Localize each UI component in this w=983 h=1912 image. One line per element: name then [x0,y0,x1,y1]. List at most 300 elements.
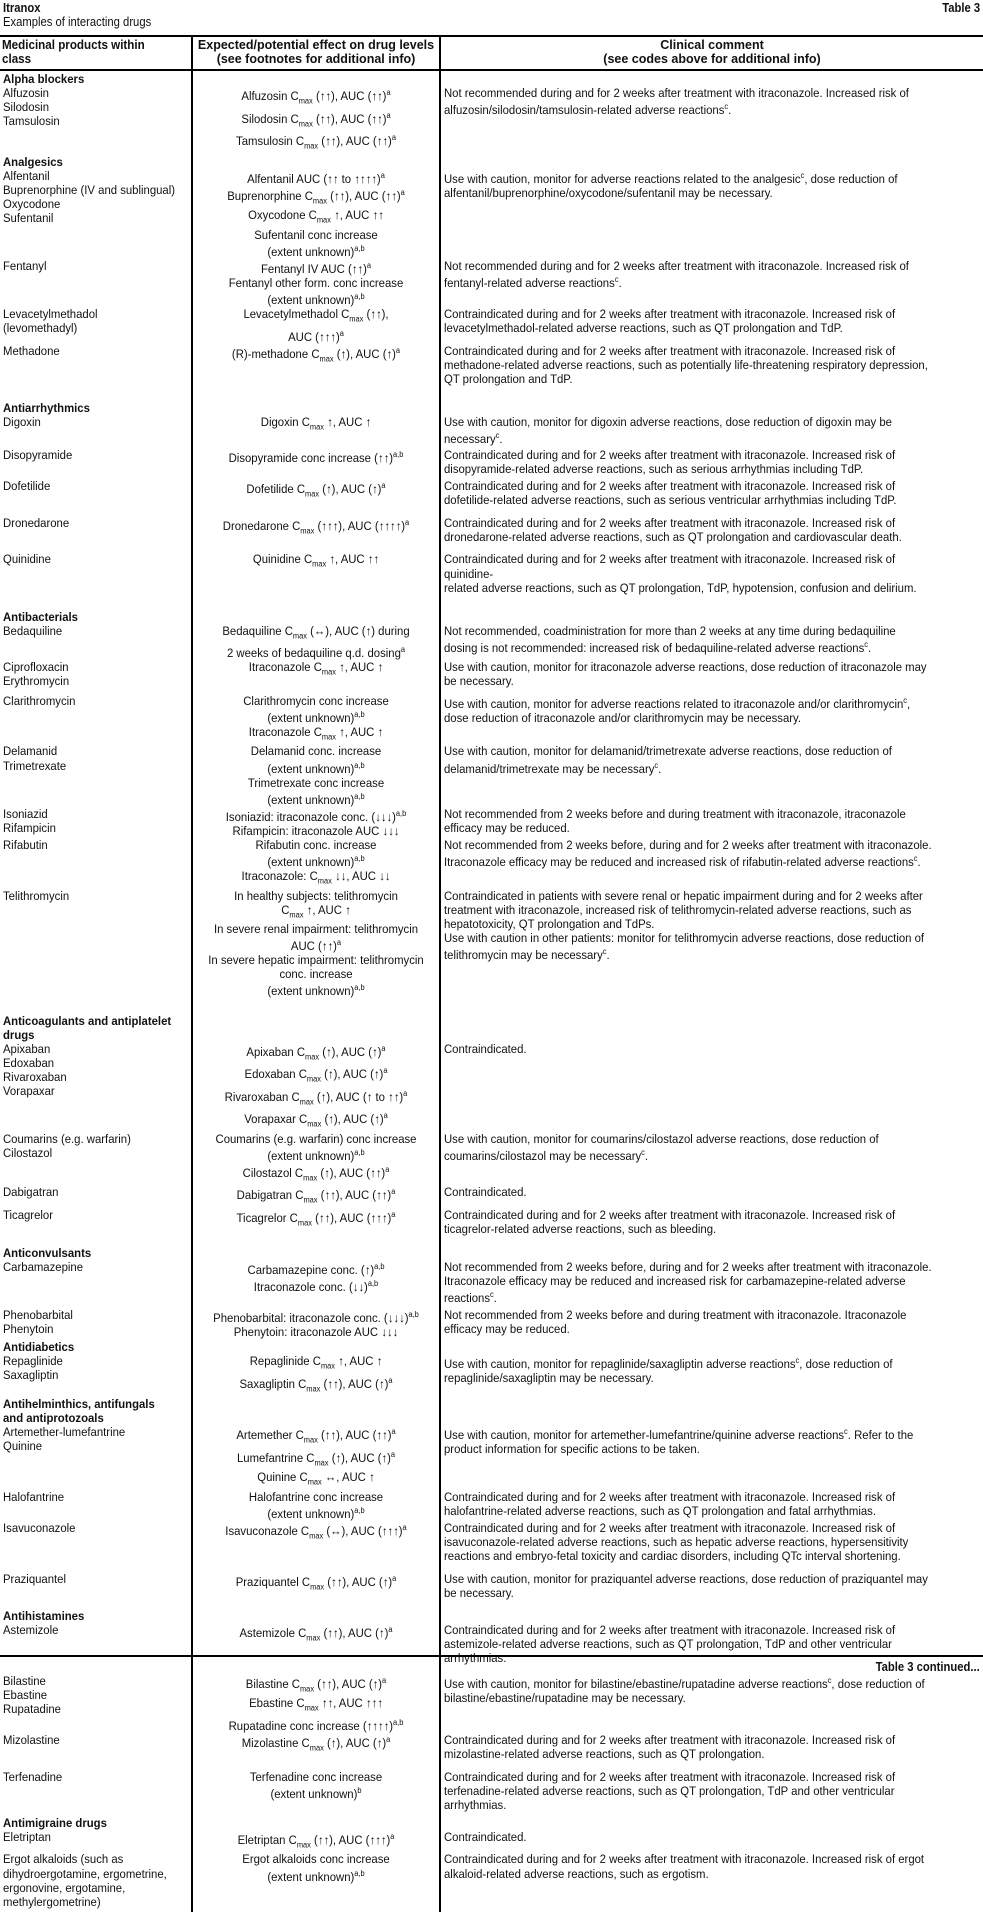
drug-name: Fentanyl [3,259,47,274]
effect-text [204,1646,427,1660]
effect-cell [192,1260,440,1308]
comment-cell [440,1830,983,1853]
drug-name: Buprenorphine (IV and sublingual) [3,182,176,197]
effect-text: Phenytoin: itraconazole AUC ↓↓↓ [233,1325,399,1340]
effect-text: Dofetilide $C_{max}$ (↑), AUC (↑)$^a$ [246,481,386,499]
effect-cell [192,1042,440,1132]
empty-cell [192,1245,440,1260]
drug-name: Isavuconazole [3,1521,76,1535]
effect-cell [192,307,440,344]
comment-cell [440,624,983,661]
table-row [0,1572,983,1609]
drug-name [3,567,175,581]
effect-text: Rifampicin: itraconazole AUC ↓↓↓ [232,823,400,838]
effect-cell [192,1623,440,1674]
empty-cell [440,1013,983,1042]
effect-cell [192,1770,440,1815]
column-header-comment: Clinical comment (see codes above for additional info) [440,36,983,70]
effect-text: Delamanid conc. increase [250,744,382,759]
comment-cell [440,169,983,259]
effect-text: Sufentanil conc increase [254,227,378,242]
drug-name: Alfuzosin [3,86,49,101]
comment-cell [440,1308,983,1339]
effect-cell [192,1308,440,1339]
comment-text: Contraindicated during and for 2 weeks after treatment with itraconazole. Increased risk of [444,1208,896,1223]
drug-name: Isoniazid [3,806,48,821]
drug-names-cell [0,1354,192,1396]
interactions-table [0,35,983,1912]
drug-names-cell [0,448,192,479]
effect-text: Phenobarbital: itraconazole conc. (↓↓↓)$^{a,b}$ [213,1309,419,1325]
effect-text: Dabigatran $C_{max}$ (↑↑), AUC (↑↑)$^a$ [236,1187,396,1205]
document-header [3,0,980,34]
effect-text [204,380,427,394]
comment-text [444,1084,942,1098]
table-row [0,1490,983,1521]
drug-name [3,917,175,931]
drug-name [3,787,175,801]
comment-text: Use with caution, monitor for adverse reactions related to the analgesic$^c$, dose reduction of [444,170,898,186]
effect-cell [192,1425,440,1490]
comment-text: repaglinide/saxagliptin may be necessary. [444,1371,654,1386]
product-title: Itranox [3,1,41,15]
comment-cell [440,889,983,1013]
drug-class-name: Alpha blockers [3,72,85,86]
drug-name: Alfentanil [3,168,50,183]
effect-text: Edoxaban $C_{max}$ (↑), AUC (↑)$^a$ [244,1066,388,1084]
comment-text [444,776,942,790]
comment-text: Use with caution, monitor for praziquantel adverse reactions, dose reduction of praziquantel may [444,1571,928,1586]
comment-text: reactions$^c$. [444,1289,497,1305]
comment-text: Use with caution, monitor for coumarins/cilostazol adverse reactions, dose reduction of [444,1131,879,1146]
comment-text: Contraindicated. [444,1041,527,1056]
effect-cell [192,1490,440,1521]
drug-name: Cilostazol [3,1145,53,1160]
comment-text: Use with caution, monitor for delamanid/trimetrexate adverse reactions, dose reduction of [444,744,892,759]
drug-names-cell [0,169,192,259]
comment-text: Contraindicated during and for 2 weeks after treatment with itraconazole. Increased risk of [444,448,896,463]
effect-cell [192,448,440,479]
effect-text [204,1660,427,1674]
effect-text: Isavuconazole $C_{max}$ (↔), AUC (↑↑↑)$^a$ [225,1523,407,1541]
effect-text [204,680,427,694]
comment-cell [440,1852,983,1911]
drug-name [3,493,175,507]
drug-name: Repaglinide [3,1354,63,1369]
table-row [0,259,983,307]
drug-class-name: Antidiabetics [3,1340,75,1355]
comment-text [444,962,942,976]
empty-cell [440,1245,983,1260]
drug-names-cell [0,1308,192,1339]
comment-text: Contraindicated during and for 2 weeks after treatment with itraconazole. Increased risk of [444,1733,896,1748]
drug-names-cell [0,516,192,553]
table-row [0,516,983,553]
comment-text: Contraindicated in patients with severe renal or hepatic impairment during and for 2 weeks after [444,888,923,903]
comment-text: Contraindicated during and for 2 weeks after treatment with itraconazole. Increased risk of [444,1623,896,1638]
drug-name [3,225,175,239]
effect-cell [192,889,440,1013]
drug-name: Astemizole [3,1623,59,1638]
drug-names-cell [0,344,192,395]
effect-text: (extent unknown)$^{a,b}$ [267,760,365,776]
empty-cell [440,395,983,415]
drug-name: Ebastine [3,1687,48,1702]
comment-text: mizolastine-related adverse reactions, such as QT prolongation. [444,1747,765,1762]
drug-name: Terfenadine [3,1769,63,1784]
drug-names-cell [0,694,192,745]
drug-class-name: Analgesics [3,154,63,169]
comment-text: methadone-related adverse reactions, such as potentially life-threatening respiratory depression, [444,357,928,372]
comment-text: delamanid/trimetrexate may be necessary$^c$. [444,760,662,776]
comment-text: Use with caution, monitor for itraconazole adverse reactions, dose reduction of itraconazole may [444,660,927,675]
table-number: Table 3 [942,1,980,15]
drug-name [3,708,175,722]
effect-text [204,434,427,448]
comment-cell [440,694,983,745]
comment-cell [440,660,983,694]
empty-cell [440,1608,983,1623]
effect-text [204,465,427,479]
comment-cell [440,552,983,608]
comment-text: fentanyl-related adverse reactions$^c$. [444,275,622,291]
comment-text: Not recommended from 2 weeks before and during treatment with itraconazole. Itraconazole [444,1307,907,1322]
comment-text: be necessary. [444,674,514,689]
effect-text [204,1294,427,1308]
drug-names-cell [0,1521,192,1572]
drug-class-row [0,609,983,624]
effect-text: Coumarins (e.g. warfarin) conc increase [215,1131,417,1146]
comment-text [444,1895,942,1909]
empty-cell [440,70,983,86]
table-row [0,1623,983,1674]
effect-text: In healthy subjects: telithromycin [234,888,398,903]
effect-cell [192,807,440,838]
drug-names-cell [0,1208,192,1245]
drug-names-cell [0,552,192,608]
effect-text: Alfuzosin $C_{max}$ (↑↑), AUC (↑↑)$^a$ [241,88,391,106]
comment-text [444,1056,942,1070]
table-row [0,838,983,889]
comment-text: treatment with itraconazole, increased risk of telithromycin-related adverse reactions, such as [444,902,912,917]
effect-text: Levacetylmethadol $C_{max}$ (↑↑), [243,307,389,324]
drug-names-cell [0,838,192,889]
drug-name: Dabigatran [3,1185,59,1200]
effect-text: Terfenadine conc increase [249,1769,383,1784]
effect-text: (extent unknown)$^{a,b}$ [267,709,365,725]
effect-text: 2 weeks of bedaquiline q.d. dosing$^a$ [226,645,406,661]
drug-name: Quinidine [3,552,51,567]
comment-text: arrhythmias. [444,1651,507,1666]
drug-names-cell [0,1425,192,1490]
table-body [0,70,983,1912]
drug-names-cell [0,1830,192,1853]
table-row [0,1770,983,1815]
effect-text: Vorapaxar $C_{max}$ (↑), AUC (↑)$^a$ [244,1111,388,1129]
drug-name [3,581,175,595]
table-row [0,744,983,806]
effect-text: Repaglinide $C_{max}$ ↑, AUC ↑ [249,1354,383,1371]
drug-name: Coumarins (e.g. warfarin) [3,1131,131,1146]
drug-name [3,1274,175,1288]
comment-text: Contraindicated during and for 2 weeks after treatment with itraconazole. Increased risk of quinidine- [444,552,896,581]
effect-text: (extent unknown)$^{a,b}$ [267,1868,365,1884]
drug-name [3,773,175,787]
effect-cell [192,1132,440,1186]
comment-text: Contraindicated during and for 2 weeks after treatment with itraconazole. Increased risk of [444,1769,896,1784]
comment-text: product information for specific actions to be taken. [444,1442,700,1457]
drug-name: dihydroergotamine, ergometrine, [3,1866,167,1881]
table-row [0,889,983,1013]
table-row [0,307,983,344]
effect-text: Praziquantel $C_{max}$ (↑↑), AUC (↑)$^a$ [235,1573,397,1592]
comment-text [444,869,942,883]
drug-name [3,287,175,301]
empty-cell [192,70,440,86]
comment-text [444,1705,942,1719]
comment-cell [440,516,983,553]
drug-names-cell [0,807,192,838]
effect-cell [192,415,440,449]
effect-cell [192,1521,440,1572]
drug-names-cell [0,1674,192,1733]
comment-text: hepatotoxicity, QT prolongation and TdPs. [444,916,655,931]
drug-name: Delamanid [3,744,58,759]
effect-cell [192,1354,440,1396]
effect-text [204,1884,427,1898]
drug-names-cell [0,1572,192,1609]
table-row [0,1674,983,1733]
effect-cell [192,259,440,307]
drug-name: Artemether-lumefantrine [3,1425,126,1440]
table-row [0,169,983,259]
comment-text: Use with caution, monitor for artemether-lumefantrine/quinine adverse reactions$^c$. Refer to the [444,1427,914,1443]
drug-names-cell [0,1623,192,1674]
effect-text [204,1898,427,1912]
drug-class-name: and antiprotozoals [3,1411,104,1426]
comment-cell [440,1042,983,1132]
effect-text: Halofantrine conc increase [248,1489,384,1504]
effect-text: $C_{max}$ ↑, AUC ↑ [281,902,351,920]
effect-text: (extent unknown)$^{a,b}$ [267,791,365,807]
table-row [0,1208,983,1245]
drug-name [3,1651,175,1665]
drug-name: Phenytoin [3,1321,54,1336]
empty-cell [440,609,983,624]
effect-text [204,1756,427,1770]
comment-cell [440,1733,983,1770]
drug-name: ergonovine, ergotamine, [3,1880,126,1895]
drug-name [3,1549,175,1563]
comment-text: Contraindicated during and for 2 weeks after treatment with itraconazole. Increased risk of [444,479,896,494]
effect-cell [192,1733,440,1770]
effect-text: Cilostazol $C_{max}$ (↑), AUC (↑↑)$^a$ [242,1164,390,1183]
table-row [0,1185,983,1208]
bottom-rule [0,1655,983,1657]
column-header-effect: Expected/potential effect on drug levels (see footnotes for additional info) [192,36,440,70]
table-row [0,660,983,694]
drug-class-cell [0,154,192,169]
drug-name: Bedaquiline [3,623,63,638]
effect-text [204,1801,427,1815]
comment-text: dronedarone-related adverse reactions, such as QT prolongation and cardiovascular death. [444,529,902,544]
comment-text: Not recommended, coadministration for more than 2 weeks at any time during bedaquiline [444,623,896,638]
comment-text: dosing is not recommended: increased risk of bedaquiline-related adverse reactions$^c$. [444,639,872,655]
effect-text: Rivaroxaban $C_{max}$ (↑), AUC (↑ to ↑↑)$^a$ [224,1088,408,1107]
comment-text [444,1163,942,1177]
comment-text: efficacy may be reduced. [444,820,570,835]
drug-name: Saxagliptin [3,1368,59,1383]
drug-class-row [0,1608,983,1623]
drug-class-cell [0,1013,192,1042]
comment-cell [440,1674,983,1733]
comment-text: Contraindicated during and for 2 weeks after treatment with itraconazole. Increased risk of [444,1489,896,1504]
comment-text: dofetilide-related adverse reactions, such as serious ventricular arrhythmias including TdP. [444,493,897,508]
drug-class-cell [0,1339,192,1354]
drug-class-row [0,395,983,415]
effect-text [204,1594,427,1608]
drug-class-name: drugs [3,1027,35,1042]
comment-text: be necessary. [444,1585,514,1600]
drug-name [3,429,175,443]
drug-names-cell [0,415,192,449]
table-row [0,624,983,661]
effect-text: Astemizole $C_{max}$ (↑↑), AUC (↑)$^a$ [239,1625,393,1643]
empty-cell [192,1815,440,1830]
drug-class-name: Antihelminthics, antifungals [3,1397,155,1412]
effect-text: Alfentanil AUC (↑↑ to ↑↑↑↑)$^a$ [247,170,385,186]
drug-name: methylergometrine) [3,1894,101,1909]
comment-text: Contraindicated. [444,1829,527,1844]
drug-name: Clarithromycin [3,693,76,708]
drug-class-cell [0,1815,192,1830]
drug-names-cell [0,479,192,516]
effect-text: Apixaban $C_{max}$ (↑), AUC (↑)$^a$ [246,1043,386,1062]
comment-text: Not recommended from 2 weeks before, during and for 2 weeks after treatment with itraconazole. [444,1259,932,1274]
comment-text: alkaloid-related adverse reactions, such as ergotism. [444,1866,709,1881]
drug-name [3,530,175,544]
comment-cell [440,1260,983,1308]
effect-cell [192,1572,440,1609]
comment-text [444,790,942,804]
effect-text: Mizolastine $C_{max}$ (↑), AUC (↑)$^a$ [241,1735,391,1753]
comment-cell [440,307,983,344]
comment-cell [440,344,983,395]
drug-names-cell [0,1042,192,1132]
table-row [0,1354,983,1396]
drug-name [3,852,175,866]
drug-class-name: Anticonvulsants [3,1245,92,1260]
comment-cell [440,86,983,154]
comment-text: Contraindicated during and for 2 weeks after treatment with itraconazole. Increased risk of [444,307,896,322]
table-row [0,1042,983,1132]
comment-text [444,1881,942,1895]
drug-name: Quinine [3,1439,43,1454]
comment-text: halofantrine-related adverse reactions, such as QT prolongation and fatal arrhythmias. [444,1503,876,1518]
comment-cell [440,448,983,479]
effect-text: Rupatadine conc increase (↑↑↑↑)$^{a,b}$ [228,1717,404,1734]
drug-name: Carbamazepine [3,1259,84,1274]
drug-class-row [0,1396,983,1425]
comment-cell [440,1208,983,1245]
drug-name [3,1637,175,1651]
drug-name: Methadone [3,343,60,358]
drug-class-row [0,70,983,86]
empty-cell [192,1396,440,1425]
table-header-row [0,36,983,70]
table-row [0,1260,983,1308]
comment-text: Itraconazole efficacy may be reduced and increased risk for carbamazepine-related adverse [444,1273,906,1288]
effect-cell [192,552,440,608]
comment-text: reactions and embryo-fetal toxicity and cardiac disorders, including QTc interval shortening. [444,1549,901,1564]
effect-text: (extent unknown)$^{a,b}$ [267,853,365,870]
table-continued-note: Table 3 continued... [875,1660,980,1674]
effect-text: Fentanyl IV AUC (↑↑)$^a$ [261,261,371,277]
drug-class-cell [0,1396,192,1425]
effect-text: Eletriptan $C_{max}$ (↑↑), AUC (↑↑↑)$^a$ [237,1831,395,1850]
drug-name: Sufentanil [3,210,54,225]
drug-names-cell [0,1852,192,1911]
drug-name [3,1453,175,1467]
drug-class-cell [0,70,192,86]
effect-text: Quinine $C_{max}$ ↔, AUC ↑ [257,1470,375,1487]
drug-name: Disopyramide [3,448,73,463]
drug-names-cell [0,1770,192,1815]
effect-text [204,1231,427,1245]
comment-cell [440,1132,983,1186]
drug-name [3,358,175,372]
effect-text: Itraconazole: $C_{max}$ ↓↓, AUC ↓↓ [241,869,391,886]
drug-class-row [0,1245,983,1260]
table-row [0,479,983,516]
comment-cell [440,1770,983,1815]
effect-text: Ebastine $C_{max}$ ↑↑, AUC ↑↑↑ [249,1696,383,1713]
comment-cell [440,415,983,449]
drug-name [3,903,175,917]
comment-cell [440,1521,983,1572]
drug-name: Rivaroxaban [3,1069,67,1084]
effect-text: Isoniazid: itraconazole conc. (↓↓↓)$^{a,b}$ [225,808,407,824]
comment-text [444,1456,942,1470]
empty-cell [192,609,440,624]
effect-cell [192,344,440,395]
comment-text: Contraindicated during and for 2 weeks after treatment with itraconazole. Increased risk of [444,1521,896,1535]
effect-text: (extent unknown)$^{a,b}$ [267,1505,365,1521]
drug-name: Digoxin [3,414,41,429]
effect-cell [192,694,440,745]
comment-text: disopyramide-related adverse reactions, such as serious arrhythmias including TdP. [444,462,864,477]
comment-cell [440,1425,983,1490]
drug-name: Rifampicin [3,820,56,835]
empty-cell [192,395,440,415]
drug-name [3,638,175,652]
drug-names-cell [0,744,192,806]
drug-name [3,987,175,1001]
effect-text [204,1544,427,1558]
drug-name [3,945,175,959]
table-row [0,86,983,154]
comment-text: Itraconazole efficacy may be reduced and increased risk of rifabutin-related adverse reactions$^c$. [444,853,921,870]
comment-text: alfentanil/buprenorphine/oxycodone/sufentanil may be necessary. [444,185,773,200]
comment-cell [440,479,983,516]
drug-name: Silodosin [3,100,50,115]
effect-text: Lumefantrine $C_{max}$ (↑), AUC (↑)$^a$ [236,1449,396,1468]
comment-text [444,1070,942,1084]
effect-text: (extent unknown)$^{a,b}$ [267,983,365,999]
effect-text: (extent unknown)$^{a,b}$ [267,292,365,308]
comment-text: Use with caution, monitor for repaglinide/saxagliptin adverse reactions$^c$, dose reduction of [444,1356,893,1372]
table-row [0,1830,983,1853]
